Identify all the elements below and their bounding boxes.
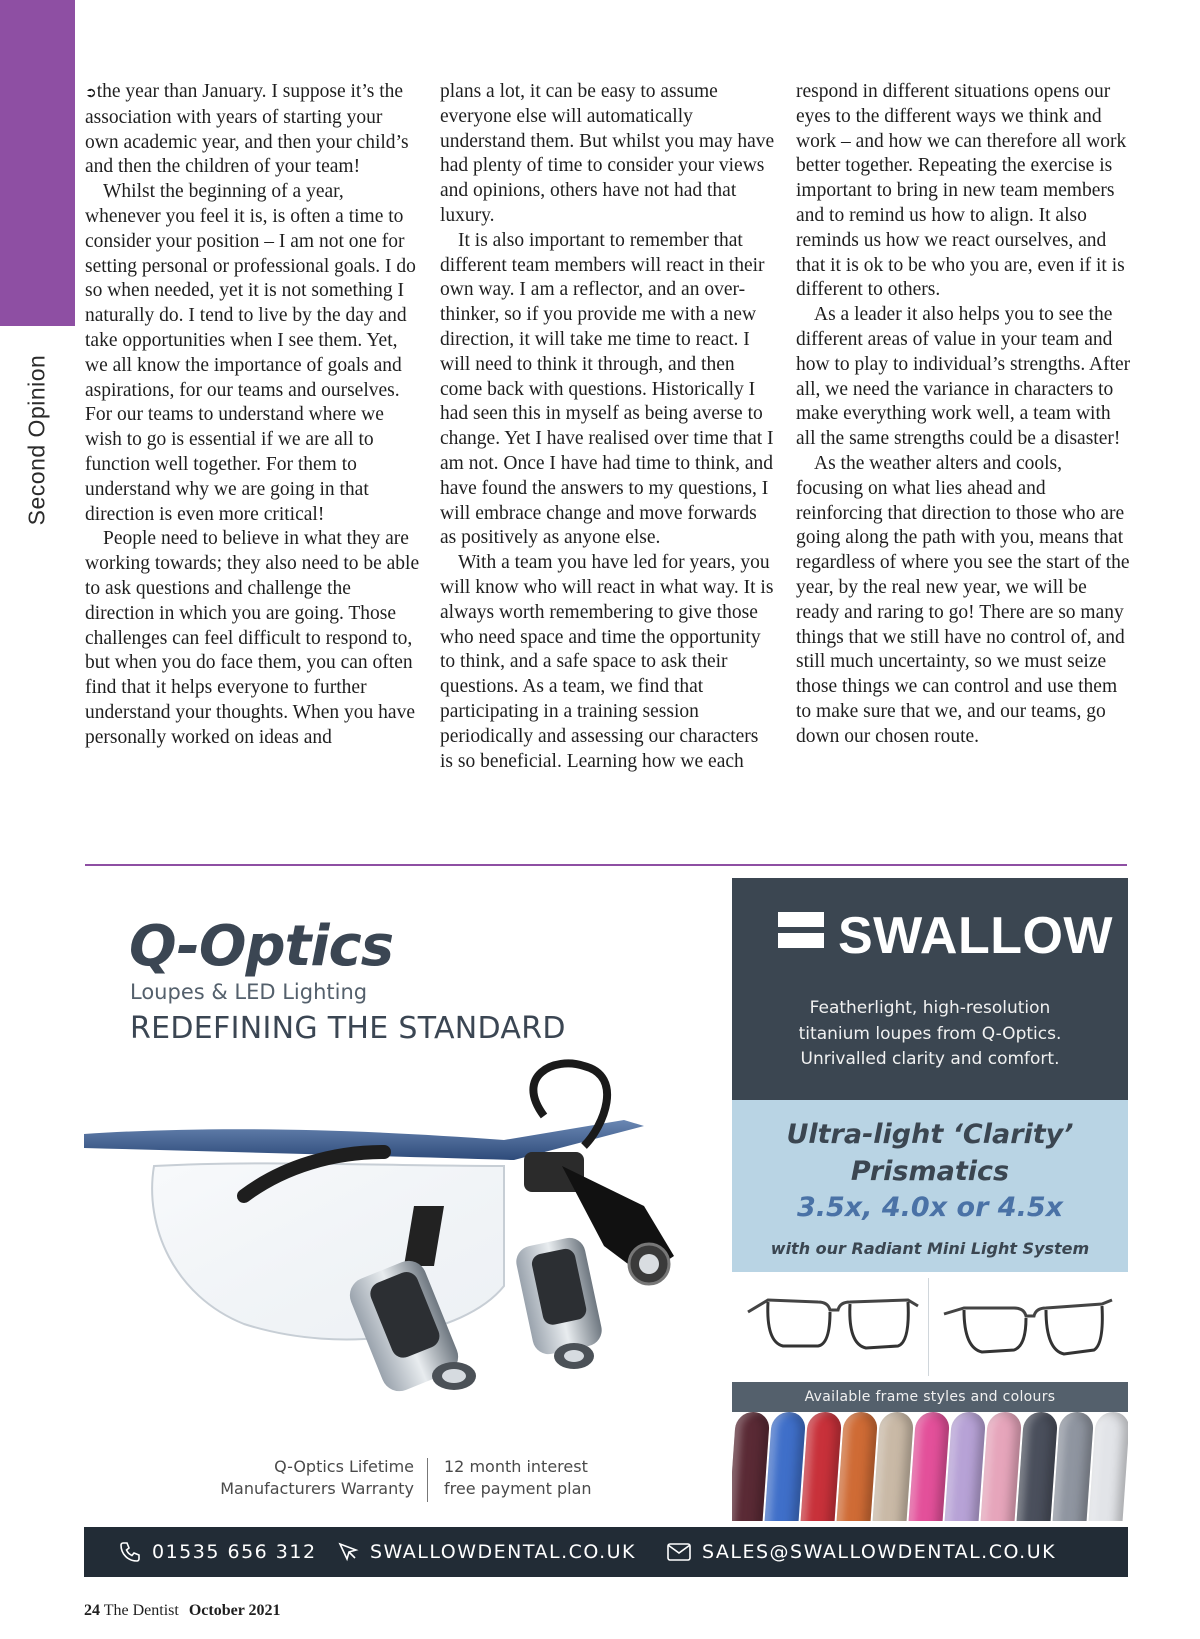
section-divider bbox=[85, 864, 1127, 866]
clarity-title-line: Ultra-light ‘Clarity’ bbox=[786, 1119, 1074, 1150]
page-footer bbox=[84, 1602, 281, 1620]
description-line: Unrivalled clarity and comfort. bbox=[800, 1049, 1060, 1069]
ad-headline: REDEFINING THE STANDARD bbox=[130, 1011, 566, 1046]
article-paragraph: As a leader it also helps you to see the different areas of value in your team and how to play to individual’s strengths. After all, we need the variance in characters to make everything work well, a team with all the same strengths could be a disaster! bbox=[796, 304, 1131, 450]
warranty-line: Q-Optics Lifetime bbox=[274, 1457, 414, 1476]
payment-line: free payment plan bbox=[444, 1479, 592, 1498]
frames-divider bbox=[928, 1278, 929, 1376]
phone-number: 01535 656 312 bbox=[152, 1541, 317, 1563]
colour-swatch bbox=[944, 1412, 986, 1521]
article-paragraph: Whilst the beginning of a year, whenever you feel it is, is often a time to consider your position – I am not one for setting personal or professional goals. I do so when needed, yet it is not something I naturally do. I tend to live by the day and take opportunities when I see them. Yet, we all know the importance of goals and aspirations, for our teams and ourselves. For our teams to understand where we wish to go is essential if we are all to function well together. For them to understand why we are going in that direction is even more critical! bbox=[85, 181, 416, 525]
issue-date: October 2021 bbox=[188, 1602, 281, 1619]
colour-swatch bbox=[1052, 1412, 1094, 1521]
article-paragraph: plans a lot, it can be easy to assume everyone else will automatically understand them. But whilst you may have had plenty of time to consider your views and opinions, others have not had that luxury. bbox=[440, 81, 775, 226]
light-system-note: with our Radiant Mini Light System bbox=[770, 1239, 1090, 1258]
loupe-product-image bbox=[84, 1056, 725, 1426]
colour-swatch bbox=[836, 1412, 878, 1521]
colour-swatches bbox=[732, 1412, 1128, 1521]
description-line: Featherlight, high-resolution bbox=[809, 998, 1051, 1018]
swallow-header bbox=[732, 878, 1128, 1100]
colour-swatch bbox=[764, 1412, 806, 1521]
glasses-frame-icon bbox=[738, 1272, 928, 1382]
page-number: 24 bbox=[84, 1602, 100, 1619]
payment-note bbox=[444, 1456, 644, 1500]
payment-line: 12 month interest bbox=[444, 1457, 588, 1476]
email-text: SALES@SWALLOWDENTAL.CO.UK bbox=[702, 1541, 1057, 1563]
article-paragraph: respond in different situations opens our eyes to the different ways we think and work – and how we can therefore all work better together. Repeating the exercise is important to bring in new team members and to remind us how to align. It also reminds us how we react ourselves, and that it is ok to be who you are, even if it is different to others. bbox=[796, 81, 1127, 301]
paragraph-text: the year than January. I suppose it’s the association with years of starting your own academic year, and then your child’s and then the children of your team! bbox=[85, 81, 409, 178]
website-text: SWALLOWDENTAL.CO.UK bbox=[370, 1541, 636, 1563]
glasses-frame-icon bbox=[934, 1272, 1124, 1382]
warranty-note bbox=[184, 1456, 414, 1500]
article-paragraph: People need to believe in what they are working towards; they also need to be able to ask questions and challenge the direction in which you are going. Those challenges can feel difficult to respond to, but when you do face them, you can often find that it helps everyone to further understand your thoughts. When you have personally worked on ideas and bbox=[85, 528, 420, 748]
qoptics-logo: Q-Optics bbox=[129, 914, 394, 979]
website-link[interactable] bbox=[336, 1527, 636, 1577]
colour-swatch bbox=[1016, 1412, 1058, 1521]
article-paragraph: With a team you have led for years, you will know who will react in what way. It is always worth remembering to give those who need space and time the opportunity to think, and a safe space to ask their questions. As a team, we find that participating in a training session periodically and assessing our characters is so beneficial. Learning how we each bbox=[440, 552, 774, 772]
continued-arrow-icon: ➲ bbox=[85, 85, 97, 101]
colour-swatch bbox=[1088, 1412, 1128, 1521]
magnification-options: 3.5x, 4.0x or 4.5x bbox=[796, 1192, 1064, 1223]
publication-name: The Dentist bbox=[103, 1602, 179, 1619]
article-column-2 bbox=[440, 80, 775, 774]
swallow-logo-icon bbox=[778, 912, 824, 956]
frames-label: Available frame styles and colours bbox=[732, 1382, 1128, 1412]
description-line: titanium loupes from Q-Optics. bbox=[798, 1023, 1062, 1044]
colour-swatch bbox=[800, 1412, 842, 1521]
clarity-panel bbox=[732, 1100, 1128, 1272]
contact-bar bbox=[84, 1527, 1128, 1577]
ad-qoptics-panel bbox=[84, 878, 725, 1521]
warranty-line: Manufacturers Warranty bbox=[220, 1479, 414, 1498]
article-paragraph bbox=[85, 80, 420, 180]
colour-swatch bbox=[908, 1412, 950, 1521]
phone-contact[interactable] bbox=[118, 1527, 317, 1577]
email-link[interactable] bbox=[666, 1527, 1056, 1577]
clarity-title bbox=[732, 1116, 1128, 1190]
note-divider bbox=[427, 1458, 428, 1502]
colour-swatch bbox=[980, 1412, 1022, 1521]
phone-icon bbox=[118, 1540, 142, 1564]
advertisement[interactable] bbox=[84, 878, 1128, 1572]
article-column-3 bbox=[796, 80, 1131, 750]
mail-icon bbox=[666, 1541, 692, 1563]
clarity-title-line: Prismatics bbox=[850, 1156, 1010, 1187]
article-paragraph: It is also important to remember that different team members will react in their own way. I am a reflector, and an over-thinker, so if you provide me with a new direction, it will take me time to react. I will need to think it through, and then come back with questions. Historically I had seen this in myself as being averse to change. Yet I have realised over time that I am not. Once I have had time to think, and have found the answers to my questions, I will embrace change and move forwards as positively as anyone else. bbox=[440, 229, 774, 549]
frame-styles bbox=[732, 1272, 1128, 1382]
section-label: Second Opinion bbox=[23, 354, 50, 526]
article-column-1 bbox=[85, 80, 420, 751]
swallow-description bbox=[750, 996, 1110, 1073]
article-paragraph: As the weather alters and cools, focusing on what lies ahead and reinforcing that direction to those who are going along the path with you, means that regardless of where you see the start of the year, by the real new year, we will be ready and raring to go! There are so many things that we still have no control of, and still much uncertainty, so we must seize those things we can control and use them to make sure that we, and our teams, go down our chosen route. bbox=[796, 452, 1130, 747]
colour-swatch bbox=[732, 1412, 770, 1521]
ad-swallow-panel bbox=[732, 878, 1128, 1521]
swallow-logo-text: SWALLOW bbox=[838, 907, 1114, 965]
cursor-icon bbox=[336, 1540, 360, 1564]
qoptics-tagline: Loupes & LED Lighting bbox=[130, 980, 368, 1004]
section-color-bar bbox=[0, 0, 75, 326]
colour-swatch bbox=[872, 1412, 914, 1521]
